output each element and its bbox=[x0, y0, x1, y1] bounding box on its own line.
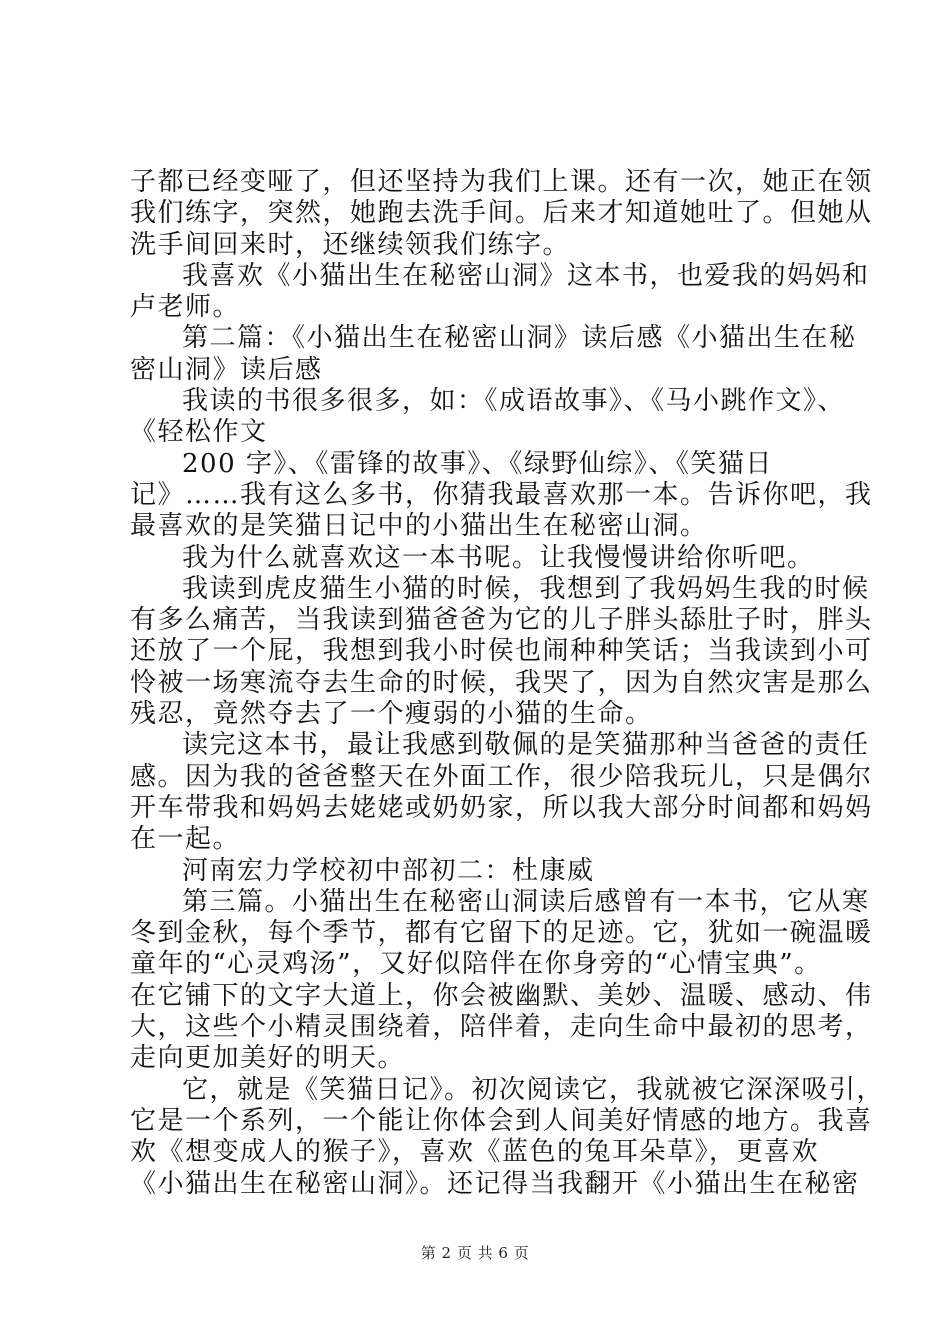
text-line: 卢老师。 bbox=[130, 292, 241, 323]
text-line: 怜被一场寒流夺去生命的时候，我哭了，因为自然灾害是那么 bbox=[130, 667, 873, 698]
text-line: 我为什么就喜欢这一本书呢。让我慢慢讲给你听吧。 bbox=[182, 542, 815, 573]
text-line: 我们练字，突然，她跑去洗手间。后来才知道她吐了。但她从 bbox=[130, 198, 873, 229]
text-line: 童年的“心灵鸡汤”，又好似陪伴在你身旁的“心情宝典”。 bbox=[130, 949, 822, 980]
text-line: 它是一个系列，一个能让你体会到人间美好情感的地方。我喜 bbox=[130, 1105, 873, 1136]
text-line: 残忍，竟然夺去了一个瘦弱的小猫的生命。 bbox=[130, 699, 653, 730]
text-line: 它，就是《笑猫日记》。初次阅读它，我就被它深深吸引， bbox=[182, 1074, 885, 1105]
text-line: 还放了一个屁，我想到我小时侯也闹种种笑话；当我读到小可 bbox=[130, 636, 873, 667]
text-line: 密山洞》读后感 bbox=[130, 354, 323, 385]
text-line: 开车带我和妈妈去姥姥或奶奶家，所以我大部分时间都和妈妈 bbox=[130, 792, 873, 823]
text-line: 在它铺下的文字大道上，你会被幽默、美妙、温暖、感动、伟 bbox=[130, 980, 873, 1011]
text-line: 冬到金秋，每个季节，都有它留下的足迹。它，犹如一碗温暖 bbox=[130, 918, 873, 949]
text-line: 我读到虎皮猫生小猫的时候，我想到了我妈妈生我的时候 bbox=[182, 573, 870, 604]
text-line: 河南宏力学校初中部初二：杜康威 bbox=[182, 855, 595, 886]
text-line: 大，这些个小精灵围绕着，陪伴着，走向生命中最初的思考， bbox=[130, 1012, 873, 1043]
text-line: 记》……我有这么多书，你猜我最喜欢那一本。告诉你吧，我 bbox=[130, 479, 873, 510]
text-line: 《小猫出生在秘密山洞》。还记得当我翻开《小猫出生在秘密 bbox=[130, 1168, 860, 1199]
text-line: 读完这本书，最让我感到敬佩的是笑猫那种当爸爸的责任 bbox=[182, 730, 870, 761]
text-line: 有多么痛苦，当我读到猫爸爸为它的儿子胖头舔肚子时，胖头 bbox=[130, 605, 873, 636]
text-line: 最喜欢的是笑猫日记中的小猫出生在秘密山洞。 bbox=[130, 511, 708, 542]
page-footer: 第 2 页 共 6 页 bbox=[420, 1244, 530, 1262]
text-line: 《轻松作文 bbox=[130, 417, 268, 448]
text-line: 我喜欢《小猫出生在秘密山洞》这本书，也爱我的妈妈和 bbox=[182, 260, 870, 291]
text-line: 在一起。 bbox=[130, 824, 241, 855]
text-line: 第三篇。小猫出生在秘密山洞读后感曾有一本书，它从寒 bbox=[182, 886, 870, 917]
text-line: 感。因为我的爸爸整天在外面工作，很少陪我玩儿，只是偶尔 bbox=[130, 761, 873, 792]
text-line: 我读的书很多很多，如：《成语故事》、《马小跳作文》、 bbox=[182, 386, 846, 417]
text-line: 子都已经变哑了，但还坚持为我们上课。还有一次，她正在领 bbox=[130, 167, 873, 197]
text-line: 第二篇：《小猫出生在秘密山洞》读后感《小猫出生在秘 bbox=[182, 323, 857, 354]
text-line: 走向更加美好的明天。 bbox=[130, 1043, 406, 1074]
text-line: 欢《想变成人的猴子》，喜欢《蓝色的兔耳朵草》，更喜欢 bbox=[130, 1137, 820, 1168]
text-line: 200 字》、《雷锋的故事》、《绿野仙综》、《笑猫日 bbox=[182, 448, 773, 479]
body-text bbox=[130, 167, 885, 1200]
text-line: 洗手间回来时，还继续领我们练字。 bbox=[130, 229, 571, 260]
